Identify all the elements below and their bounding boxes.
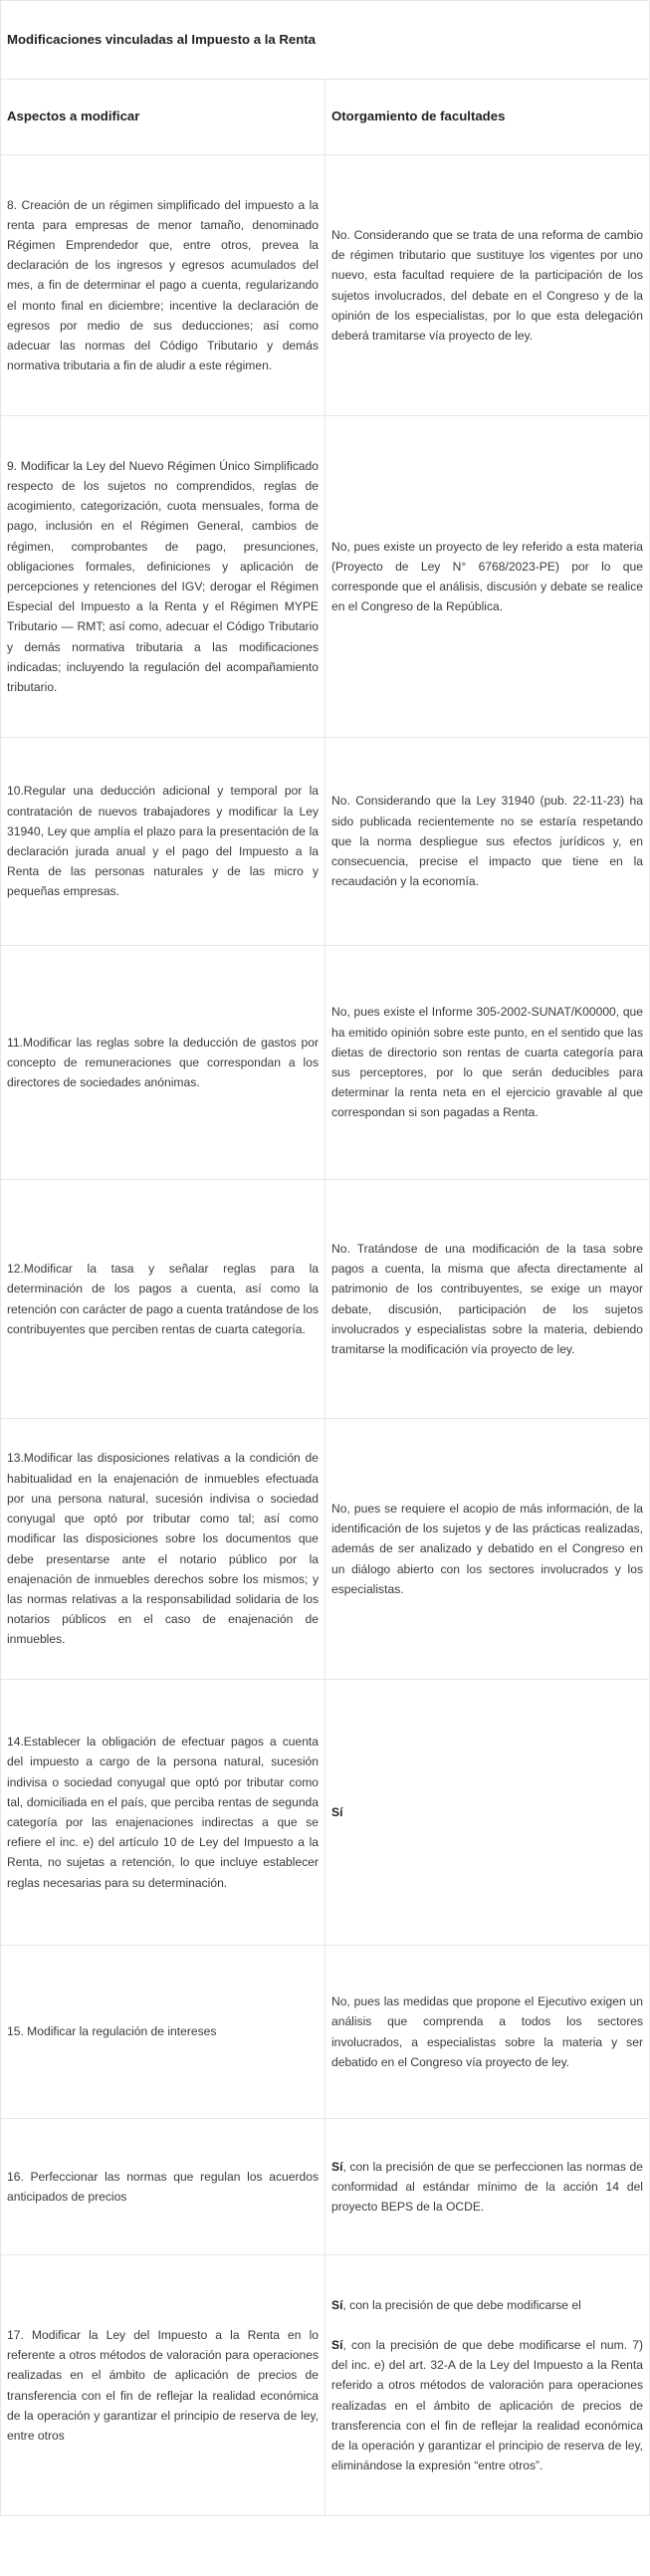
table-row — [1, 155, 650, 416]
table-row — [1, 1680, 650, 1946]
table-header-row — [1, 80, 650, 155]
table-title: Modificaciones vinculadas al Impuesto a la Renta — [1, 1, 650, 80]
aspect-cell: 11.Modificar las reglas sobre la deducción de gastos por concepto de remuneraciones que correspondan a los directores de sociedades anónimas. — [1, 946, 325, 1180]
grant-si: Sí — [331, 2159, 343, 2174]
table-row — [1, 1946, 650, 2119]
aspect-cell: 15. Modificar la regulación de intereses — [1, 1946, 325, 2119]
aspect-cell: 13.Modificar las disposiciones relativas a la condición de habitualidad en la enajenación de inmuebles efectuada por una persona natural, sucesión indivisa o sociedad conyugal que optó por tributar como tal; así como modificar las disposiciones sobre los documentos que debe presentarse ante el notario público por la enajenación de inmuebles derechos sobre los mismos; y las normas relativas a la responsabilidad solidaria de los notarios públicos en el caso de enajenación de inmuebles. — [1, 1419, 325, 1680]
table-title-row — [1, 1, 650, 80]
grant-text: , con la precisión de que se perfeccionen las normas de conformidad al estándar mínimo de la acción 14 del proyecto BEPS de la OCDE. — [331, 2159, 643, 2215]
grant-text: , con la precisión de que debe modificarse el — [342, 2297, 581, 2312]
grant-cell: No. Considerando que la Ley 31940 (pub. 22-11-23) ha sido publicada recientemente no se estaría respetando que la norma despliegue sus efectos jurídicos y, en consecuencia, precise el impacto que tiene en la recaudación y la economía. — [325, 738, 650, 946]
table-row — [1, 2255, 650, 2516]
table-row — [1, 738, 650, 946]
table-row — [1, 416, 650, 738]
header-grant: Otorgamiento de facultades — [325, 80, 650, 155]
grant-si-2: Sí — [331, 2337, 343, 2352]
aspect-cell: 9. Modificar la Ley del Nuevo Régimen Único Simplificado respecto de los sujetos no comprendidos, reglas de acogimiento, categorización, cuota mensuales, forma de pago, inclusión en el Régimen General, cambios de régimen, comprobantes de pago, presunciones, obligaciones formales, definiciones y aplicación de percepciones y retenciones del IGV; derogar el Régimen Especial del Impuesto a la Renta y el Régimen MYPE Tributario — RMT; así como, adecuar el Código Tributario y demás normativa tributaria a las modificaciones indicadas; incluyendo la regulación del acompañamiento tributario. — [1, 416, 325, 738]
grant-cell — [325, 2119, 650, 2255]
aspect-cell: 10.Regular una deducción adicional y temporal por la contratación de nuevos trabajadores y modificar la Ley 31940, Ley que amplía el plazo para la presentación de la declaración jurada anual y el pago del Impuesto a la Renta de las personas naturales y de las micro y pequeñas empresas. — [1, 738, 325, 946]
table-row — [1, 1180, 650, 1419]
aspect-cell: 17. Modificar la Ley del Impuesto a la Renta en lo referente a otros métodos de valoración para operaciones realizadas en el ámbito de aplicación de precios de transferencia con el fin de reflejar la realidad económica de la operación y garantizar el principio de reserva de ley, entre otros — [1, 2255, 325, 2516]
grant-cell: No. Tratándose de una modificación de la tasa sobre pagos a cuenta, la misma que afecta directamente al patrimonio de los contribuyentes, se exige un mayor debate, discusión, participación de los sujetos involucrados y especialistas sobre la materia, debiendo tramitarse la modificación vía proyecto de ley. — [325, 1180, 650, 1419]
grant-cell: No, pues las medidas que propone el Ejecutivo exigen un análisis que comprenda a todos los sectores involucrados, a especialistas sobre la materia y ser debatido en el Congreso vía proyecto de ley. — [325, 1946, 650, 2119]
header-aspects: Aspectos a modificar — [1, 80, 325, 155]
aspect-cell: 12.Modificar la tasa y señalar reglas para la determinación de los pagos a cuenta, así como la retención con carácter de pago a cuenta tratándose de los contribuyentes que perciben rentas de cuarta categoría. — [1, 1180, 325, 1419]
grant-si: Sí — [331, 2297, 343, 2312]
aspect-cell: 16. Perfeccionar las normas que regulan los acuerdos anticipados de precios — [1, 2119, 325, 2255]
grant-si: Sí — [331, 1804, 343, 1819]
table-row — [1, 1419, 650, 1680]
aspect-cell: 8. Creación de un régimen simplificado del impuesto a la renta para empresas de menor tamaño, denominado Régimen Emprendedor que, entre otros, prevea la declaración de los ingresos y egresos acumulados del mes, a fin de determinar el pago a cuenta, regularizando el monto final en diciembre; incentive la declaración de egresos por medio de sus deducciones; así como adecuar las normas del Código Tributario y demás normativa tributaria a fin de aludir a este régimen. — [1, 155, 325, 416]
grant-cell — [325, 2255, 650, 2516]
table-row — [1, 2119, 650, 2255]
grant-cell: No, pues existe un proyecto de ley referido a esta materia (Proyecto de Ley N° 6768/2023-PE) por lo que corresponde que el análisis, discusión y debate se realice en el Congreso de la República. — [325, 416, 650, 738]
grant-text-2: , con la precisión de que debe modificarse el num. 7) del inc. e) del art. 32-A de la Ley del Impuesto a la Renta referido a otros métodos de valoración para operaciones realizadas en el ámbito de aplicación de precios de transferencia con el fin de reflejar la realidad económica de la operación y garantizar el principio de reserva de ley, eliminándose la expresión “entre otros”. — [331, 2337, 643, 2473]
aspect-cell: 14.Establecer la obligación de efectuar pagos a cuenta del impuesto a cargo de la persona natural, sucesión indivisa o sociedad conyugal que optó por tributar como tal, domiciliada en el país, que perciba rentas de segunda categoría por las enajenaciones indirectas a que se refiere el inc. e) del artículo 10 de Ley del Impuesto a la Renta, no sujetas a retención, lo que incluye establecer reglas necesarias para su determinación. — [1, 1680, 325, 1946]
grant-cell: No, pues se requiere el acopio de más información, de la identificación de los sujetos y de las prácticas realizadas, además de ser analizado y debatido en el Congreso en un diálogo abierto con los sectores involucrados y los especialistas. — [325, 1419, 650, 1680]
grant-cell: No. Considerando que se trata de una reforma de cambio de régimen tributario que sustituye los vigentes por uno nuevo, esta facultad requiere de la participación de los sujetos involucrados, del debate en el Congreso y de la opinión de los especialistas, por lo que esta delegación deberá tramitarse vía proyecto de ley. — [325, 155, 650, 416]
grant-cell — [325, 1680, 650, 1946]
table-row — [1, 946, 650, 1180]
grant-cell: No, pues existe el Informe 305-2002-SUNAT/K00000, que ha emitido opinión sobre este punto, en el sentido que las dietas de directorio son rentas de cuarta categoría para sus perceptores, por lo que serán deducibles para determinar la renta neta en el ejercicio gravable al que correspondan si son pagadas a Renta. — [325, 946, 650, 1180]
